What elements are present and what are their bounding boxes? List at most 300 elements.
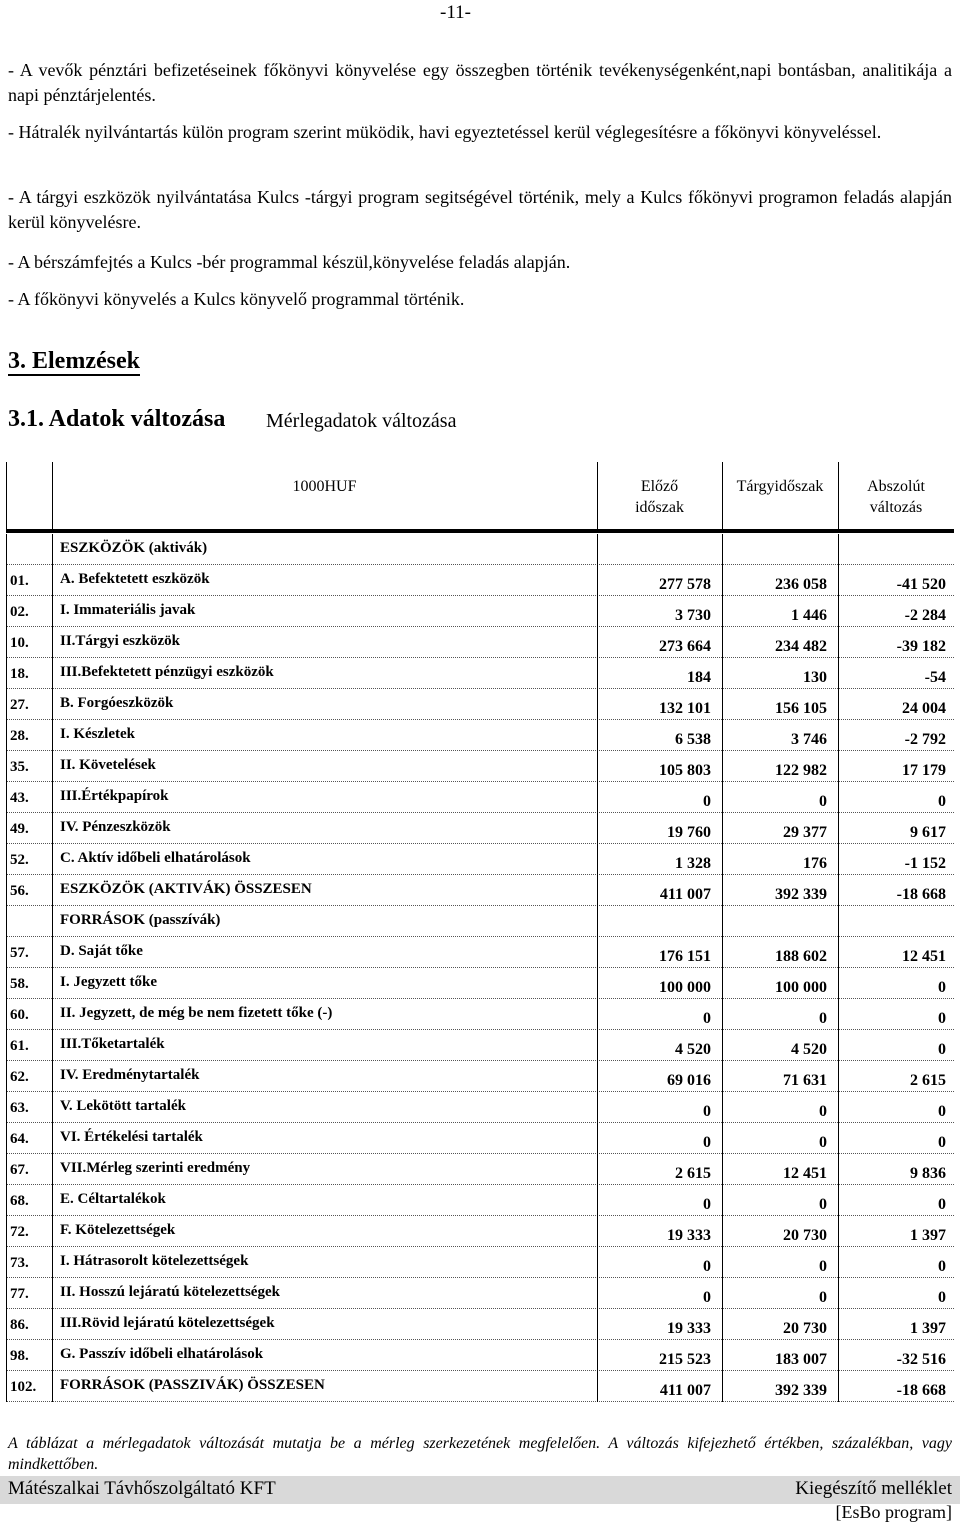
absolute-change-value: -2 792: [904, 731, 946, 748]
absolute-change-value: 0: [938, 1196, 946, 1213]
previous-period-value: 100 000: [659, 979, 711, 996]
table-border: [6, 1061, 7, 1092]
row-code: 49.: [10, 821, 29, 837]
header-absolute-change: Abszolút változás: [867, 478, 925, 516]
previous-period-value: 176 151: [659, 948, 711, 965]
absolute-change-value: -1 152: [904, 855, 946, 872]
row-label: FORRÁSOK (PASSZIVÁK) ÖSSZESEN: [60, 1377, 325, 1393]
table-row: [6, 720, 954, 751]
table-border: [838, 844, 839, 875]
table-border: [722, 1371, 723, 1402]
row-label: VI. Értékelési tartalék: [60, 1129, 203, 1145]
footer-company: Mátészalkai Távhőszolgáltató KFT: [8, 1478, 276, 1499]
absolute-change-value: -18 668: [896, 886, 946, 903]
page-number: -11-: [440, 2, 471, 23]
current-period-value: 0: [819, 1103, 827, 1120]
row-code: 58.: [10, 976, 29, 992]
row-label: IV. Pénzeszközök: [60, 819, 171, 835]
table-border: [52, 1123, 53, 1154]
row-code: 102.: [10, 1379, 37, 1395]
table-border: [722, 565, 723, 596]
table-border: [722, 1278, 723, 1309]
row-code: 72.: [10, 1224, 29, 1240]
absolute-change-value: 1 397: [910, 1320, 946, 1337]
header-current-period: Tárgyidőszak: [736, 478, 824, 495]
table-border: [52, 627, 53, 658]
previous-period-value: 0: [703, 1289, 711, 1306]
row-label: E. Céltartalékok: [60, 1191, 166, 1207]
absolute-change-value: 9 836: [910, 1165, 946, 1182]
absolute-change-value: 0: [938, 1258, 946, 1275]
table-border: [52, 937, 53, 968]
table-border: [722, 658, 723, 689]
table-row: [6, 906, 954, 937]
row-code: 43.: [10, 790, 29, 806]
table-border: [597, 1185, 598, 1216]
row-code: 01.: [10, 573, 29, 589]
table-border: [6, 462, 7, 532]
row-code: 28.: [10, 728, 29, 744]
table-border: [6, 875, 7, 906]
table-border: [52, 720, 53, 751]
table-border: [597, 1309, 598, 1340]
absolute-change-value: 12 451: [902, 948, 946, 965]
absolute-change-value: 24 004: [902, 700, 946, 717]
table-border: [52, 1030, 53, 1061]
table-border: [722, 1309, 723, 1340]
table-border: [52, 844, 53, 875]
row-label: I. Készletek: [60, 726, 135, 742]
row-label: II. Jegyzett, de még be nem fizetett tőke (-): [60, 1005, 333, 1021]
row-label: ESZKÖZÖK (AKTIVÁK) ÖSSZESEN: [60, 881, 312, 897]
previous-period-value: 0: [703, 1103, 711, 1120]
table-row: [6, 1154, 954, 1185]
current-period-value: 4 520: [791, 1041, 827, 1058]
table-border: [838, 1154, 839, 1185]
absolute-change-value: 0: [938, 979, 946, 996]
row-label: III.Befektetett pénzügyi eszközök: [60, 664, 274, 680]
table-border: [6, 720, 7, 751]
absolute-change-value: -32 516: [896, 1351, 946, 1368]
table-row: [6, 875, 954, 906]
table-border: [722, 1154, 723, 1185]
table-border: [52, 906, 53, 937]
section-heading: 3. Elemzések: [8, 348, 140, 374]
table-border: [597, 1154, 598, 1185]
table-border: [722, 1247, 723, 1278]
table-border: [6, 937, 7, 968]
table-border: [838, 565, 839, 596]
table-border: [722, 751, 723, 782]
table-border: [6, 1309, 7, 1340]
absolute-change-value: 2 615: [910, 1072, 946, 1089]
current-period-value: 234 482: [775, 638, 827, 655]
table-border: [838, 751, 839, 782]
row-code: 62.: [10, 1069, 29, 1085]
table-border: [597, 844, 598, 875]
current-period-value: 20 730: [783, 1320, 827, 1337]
absolute-change-value: -2 284: [904, 607, 946, 624]
row-code: 18.: [10, 666, 29, 682]
row-code: 63.: [10, 1100, 29, 1116]
header-rule: [6, 529, 954, 533]
table-border: [838, 1185, 839, 1216]
table-border: [6, 596, 7, 627]
current-period-value: 183 007: [775, 1351, 827, 1368]
paragraph-1: - A vevők pénztári befizetéseinek főkönyvi könyvelése egy összegben történik tevékenységenként,napi bontásban, analitikája a napi pénztárjelentés.: [8, 60, 952, 105]
current-period-value: 0: [819, 1258, 827, 1275]
absolute-change-value: 17 179: [902, 762, 946, 779]
absolute-change-value: 0: [938, 1289, 946, 1306]
table-border: [52, 1061, 53, 1092]
row-code: 64.: [10, 1131, 29, 1147]
row-label: II. Követelések: [60, 757, 156, 773]
table-border: [52, 968, 53, 999]
subsection-heading: 3.1. Adatok változása: [8, 406, 226, 432]
row-code: 86.: [10, 1317, 29, 1333]
absolute-change-value: 0: [938, 1010, 946, 1027]
table-border: [838, 689, 839, 720]
table-border: [597, 1092, 598, 1123]
row-label: ESZKÖZÖK (aktivák): [60, 540, 208, 556]
table-border: [722, 1123, 723, 1154]
table-border: [6, 1278, 7, 1309]
table-border: [597, 720, 598, 751]
table-border: [838, 1216, 839, 1247]
table-border: [838, 720, 839, 751]
table-border: [52, 1278, 53, 1309]
table-border: [722, 689, 723, 720]
table-border: [838, 1030, 839, 1061]
table-border: [722, 906, 723, 937]
current-period-value: 0: [819, 1134, 827, 1151]
table-border: [52, 813, 53, 844]
row-label: I. Hátrasorolt kötelezettségek: [60, 1253, 249, 1269]
table-border: [722, 1216, 723, 1247]
row-label: I. Immateriális javak: [60, 602, 196, 618]
absolute-change-value: -18 668: [896, 1382, 946, 1399]
previous-period-value: 132 101: [659, 700, 711, 717]
table-border: [6, 1030, 7, 1061]
row-code: 77.: [10, 1286, 29, 1302]
previous-period-value: 19 333: [667, 1227, 711, 1244]
table-border: [6, 1247, 7, 1278]
table-border: [52, 658, 53, 689]
table-border: [838, 875, 839, 906]
row-code: 61.: [10, 1038, 29, 1054]
row-label: II. Hosszú lejáratú kötelezettségek: [60, 1284, 280, 1300]
table-row: [6, 1247, 954, 1278]
table-border: [52, 1309, 53, 1340]
table-border: [838, 1092, 839, 1123]
table-border: [722, 534, 723, 565]
table-border: [722, 813, 723, 844]
table-border: [52, 596, 53, 627]
table-border: [838, 1123, 839, 1154]
previous-period-value: 0: [703, 1196, 711, 1213]
absolute-change-value: 9 617: [910, 824, 946, 841]
absolute-change-value: 0: [938, 1041, 946, 1058]
previous-period-value: 105 803: [659, 762, 711, 779]
previous-period-value: 215 523: [659, 1351, 711, 1368]
current-period-value: 0: [819, 1289, 827, 1306]
table-row: [6, 689, 954, 720]
table-border: [52, 782, 53, 813]
subsection-subtitle: Mérlegadatok változása: [266, 410, 457, 432]
table-border: [597, 689, 598, 720]
table-border: [52, 1185, 53, 1216]
table-border: [597, 751, 598, 782]
table-border: [722, 1061, 723, 1092]
table-border: [597, 1123, 598, 1154]
table-row: [6, 1123, 954, 1154]
table-border: [6, 782, 7, 813]
table-border: [722, 782, 723, 813]
absolute-change-value: 0: [938, 1134, 946, 1151]
table-border: [6, 844, 7, 875]
table-border: [838, 1278, 839, 1309]
table-border: [838, 968, 839, 999]
table-border: [838, 813, 839, 844]
row-code: 52.: [10, 852, 29, 868]
previous-period-value: 0: [703, 793, 711, 810]
table-border: [838, 782, 839, 813]
table-row: [6, 1185, 954, 1216]
row-code: 98.: [10, 1348, 29, 1364]
table-border: [597, 906, 598, 937]
table-border: [6, 1340, 7, 1371]
current-period-value: 392 339: [775, 886, 827, 903]
table-border: [838, 658, 839, 689]
row-label: III.Rövid lejáratú kötelezettségek: [60, 1315, 275, 1331]
previous-period-value: 1 328: [675, 855, 711, 872]
table-border: [597, 937, 598, 968]
row-label: IV. Eredménytartalék: [60, 1067, 200, 1083]
row-code: 73.: [10, 1255, 29, 1271]
table-border: [597, 968, 598, 999]
table-row: [6, 534, 954, 565]
table-border: [722, 844, 723, 875]
table-border: [52, 1092, 53, 1123]
table-border: [722, 999, 723, 1030]
table-row: [6, 565, 954, 596]
current-period-value: 3 746: [791, 731, 827, 748]
current-period-value: 29 377: [783, 824, 827, 841]
table-border: [597, 565, 598, 596]
row-label: G. Passzív időbeli elhatárolások: [60, 1346, 264, 1362]
row-label: III.Tőketartalék: [60, 1036, 165, 1052]
table-row: [6, 968, 954, 999]
table-border: [52, 751, 53, 782]
table-row: [6, 1030, 954, 1061]
table-border: [6, 906, 7, 937]
table-border: [6, 968, 7, 999]
table-note: A táblázat a mérlegadatok változását mutatja be a mérleg szerkezetének megfelelően. A változás kifejezhető értékben, százalékban, vagy mindkettőben.: [8, 1435, 952, 1473]
table-border: [52, 689, 53, 720]
table-border: [722, 596, 723, 627]
footer-document: Kiegészítő melléklet: [795, 1478, 952, 1499]
previous-period-value: 3 730: [675, 607, 711, 624]
previous-period-value: 411 007: [659, 1382, 711, 1399]
previous-period-value: 0: [703, 1134, 711, 1151]
table-border: [722, 937, 723, 968]
absolute-change-value: -39 182: [896, 638, 946, 655]
previous-period-value: 277 578: [659, 576, 711, 593]
current-period-value: 122 982: [775, 762, 827, 779]
paragraph-3: - A tárgyi eszközök nyilvántatása Kulcs -tárgyi program segitségével történik, mely a Kulcs főkönyvi programon feladás alapján kerül könyvelésre.: [8, 187, 952, 232]
table-border: [6, 1371, 7, 1402]
table-border: [6, 999, 7, 1030]
table-border: [838, 1309, 839, 1340]
table-row: [6, 1061, 954, 1092]
table-row: [6, 782, 954, 813]
row-code: 56.: [10, 883, 29, 899]
table-border: [52, 1154, 53, 1185]
row-label: III.Értékpapírok: [60, 788, 169, 804]
row-label: V. Lekötött tartalék: [60, 1098, 186, 1114]
absolute-change-value: -54: [924, 669, 946, 686]
current-period-value: 130: [803, 669, 827, 686]
table-border: [6, 658, 7, 689]
table-border: [597, 627, 598, 658]
row-label: B. Forgóeszközök: [60, 695, 174, 711]
row-code: 10.: [10, 635, 29, 651]
previous-period-value: 4 520: [675, 1041, 711, 1058]
table-border: [6, 627, 7, 658]
table-row: [6, 658, 954, 689]
current-period-value: 156 105: [775, 700, 827, 717]
table-row: [6, 813, 954, 844]
row-code: 57.: [10, 945, 29, 961]
header-previous-period: Előző időszak: [635, 478, 684, 516]
table-border: [6, 689, 7, 720]
table-border: [6, 813, 7, 844]
table-border: [6, 1216, 7, 1247]
row-code: 35.: [10, 759, 29, 775]
current-period-value: 0: [819, 1196, 827, 1213]
row-code: 27.: [10, 697, 29, 713]
current-period-value: 20 730: [783, 1227, 827, 1244]
previous-period-value: 19 333: [667, 1320, 711, 1337]
table-border: [838, 534, 839, 565]
row-rule: [6, 1401, 954, 1402]
table-border: [52, 999, 53, 1030]
row-label: I. Jegyzett tőke: [60, 974, 158, 990]
table-border: [597, 813, 598, 844]
table-border: [6, 1154, 7, 1185]
current-period-value: 0: [819, 793, 827, 810]
table-row: [6, 999, 954, 1030]
table-border: [52, 1340, 53, 1371]
table-row: [6, 596, 954, 627]
table-border: [722, 1030, 723, 1061]
table-border: [722, 720, 723, 751]
table-row: [6, 844, 954, 875]
table-border: [597, 596, 598, 627]
absolute-change-value: 0: [938, 1103, 946, 1120]
table-border: [838, 1247, 839, 1278]
table-row: [6, 1092, 954, 1123]
table-border: [838, 1340, 839, 1371]
table-border: [838, 1061, 839, 1092]
table-row: [6, 751, 954, 782]
table-border: [597, 534, 598, 565]
table-row: [6, 1278, 954, 1309]
table-border: [722, 1340, 723, 1371]
table-border: [838, 1371, 839, 1402]
table-border: [597, 1216, 598, 1247]
current-period-value: 392 339: [775, 1382, 827, 1399]
current-period-value: 236 058: [775, 576, 827, 593]
table-border: [597, 1278, 598, 1309]
table-border: [838, 596, 839, 627]
absolute-change-value: 1 397: [910, 1227, 946, 1244]
table-border: [597, 1371, 598, 1402]
current-period-value: 12 451: [783, 1165, 827, 1182]
previous-period-value: 0: [703, 1010, 711, 1027]
table-border: [597, 658, 598, 689]
current-period-value: 100 000: [775, 979, 827, 996]
table-border: [838, 999, 839, 1030]
table-border: [6, 565, 7, 596]
table-border: [6, 1185, 7, 1216]
paragraph-5: - A főkönyvi könyvelés a Kulcs könyvelő programmal történik.: [8, 289, 465, 309]
row-label: A. Befektetett eszközök: [60, 571, 210, 587]
table-border: [597, 999, 598, 1030]
row-label: C. Aktív időbeli elhatárolások: [60, 850, 251, 866]
table-border: [838, 937, 839, 968]
previous-period-value: 411 007: [659, 886, 711, 903]
previous-period-value: 273 664: [659, 638, 711, 655]
table-border: [597, 1247, 598, 1278]
previous-period-value: 184: [687, 669, 711, 686]
current-period-value: 0: [819, 1010, 827, 1027]
table-border: [52, 565, 53, 596]
previous-period-value: 6 538: [675, 731, 711, 748]
row-code: 67.: [10, 1162, 29, 1178]
current-period-value: 176: [803, 855, 827, 872]
table-border: [722, 875, 723, 906]
previous-period-value: 2 615: [675, 1165, 711, 1182]
table-border: [6, 1092, 7, 1123]
header-unit: 1000HUF: [292, 478, 357, 495]
current-period-value: 1 446: [791, 607, 827, 624]
table-row: [6, 1340, 954, 1371]
table-border: [6, 534, 7, 565]
absolute-change-value: -41 520: [896, 576, 946, 593]
table-border: [52, 1247, 53, 1278]
table-border: [838, 627, 839, 658]
previous-period-value: 0: [703, 1258, 711, 1275]
row-label: D. Saját tőke: [60, 943, 143, 959]
row-label: F. Kötelezettségek: [60, 1222, 176, 1238]
table-border: [52, 875, 53, 906]
table-border: [597, 782, 598, 813]
table-border: [722, 1185, 723, 1216]
table-row: [6, 1216, 954, 1247]
table-row: [6, 627, 954, 658]
table-border: [597, 1030, 598, 1061]
table-border: [52, 1371, 53, 1402]
table-border: [6, 1123, 7, 1154]
previous-period-value: 69 016: [667, 1072, 711, 1089]
paragraph-2: - Hátralék nyilvántartás külön program szerint müködik, havi egyeztetéssel kerül véglegesítésre a főkönyvi könyveléssel.: [8, 122, 882, 142]
row-label: FORRÁSOK (passzívák): [60, 912, 221, 928]
table-border: [722, 1092, 723, 1123]
table-border: [52, 1216, 53, 1247]
row-code: 68.: [10, 1193, 29, 1209]
table-row: [6, 1371, 954, 1402]
